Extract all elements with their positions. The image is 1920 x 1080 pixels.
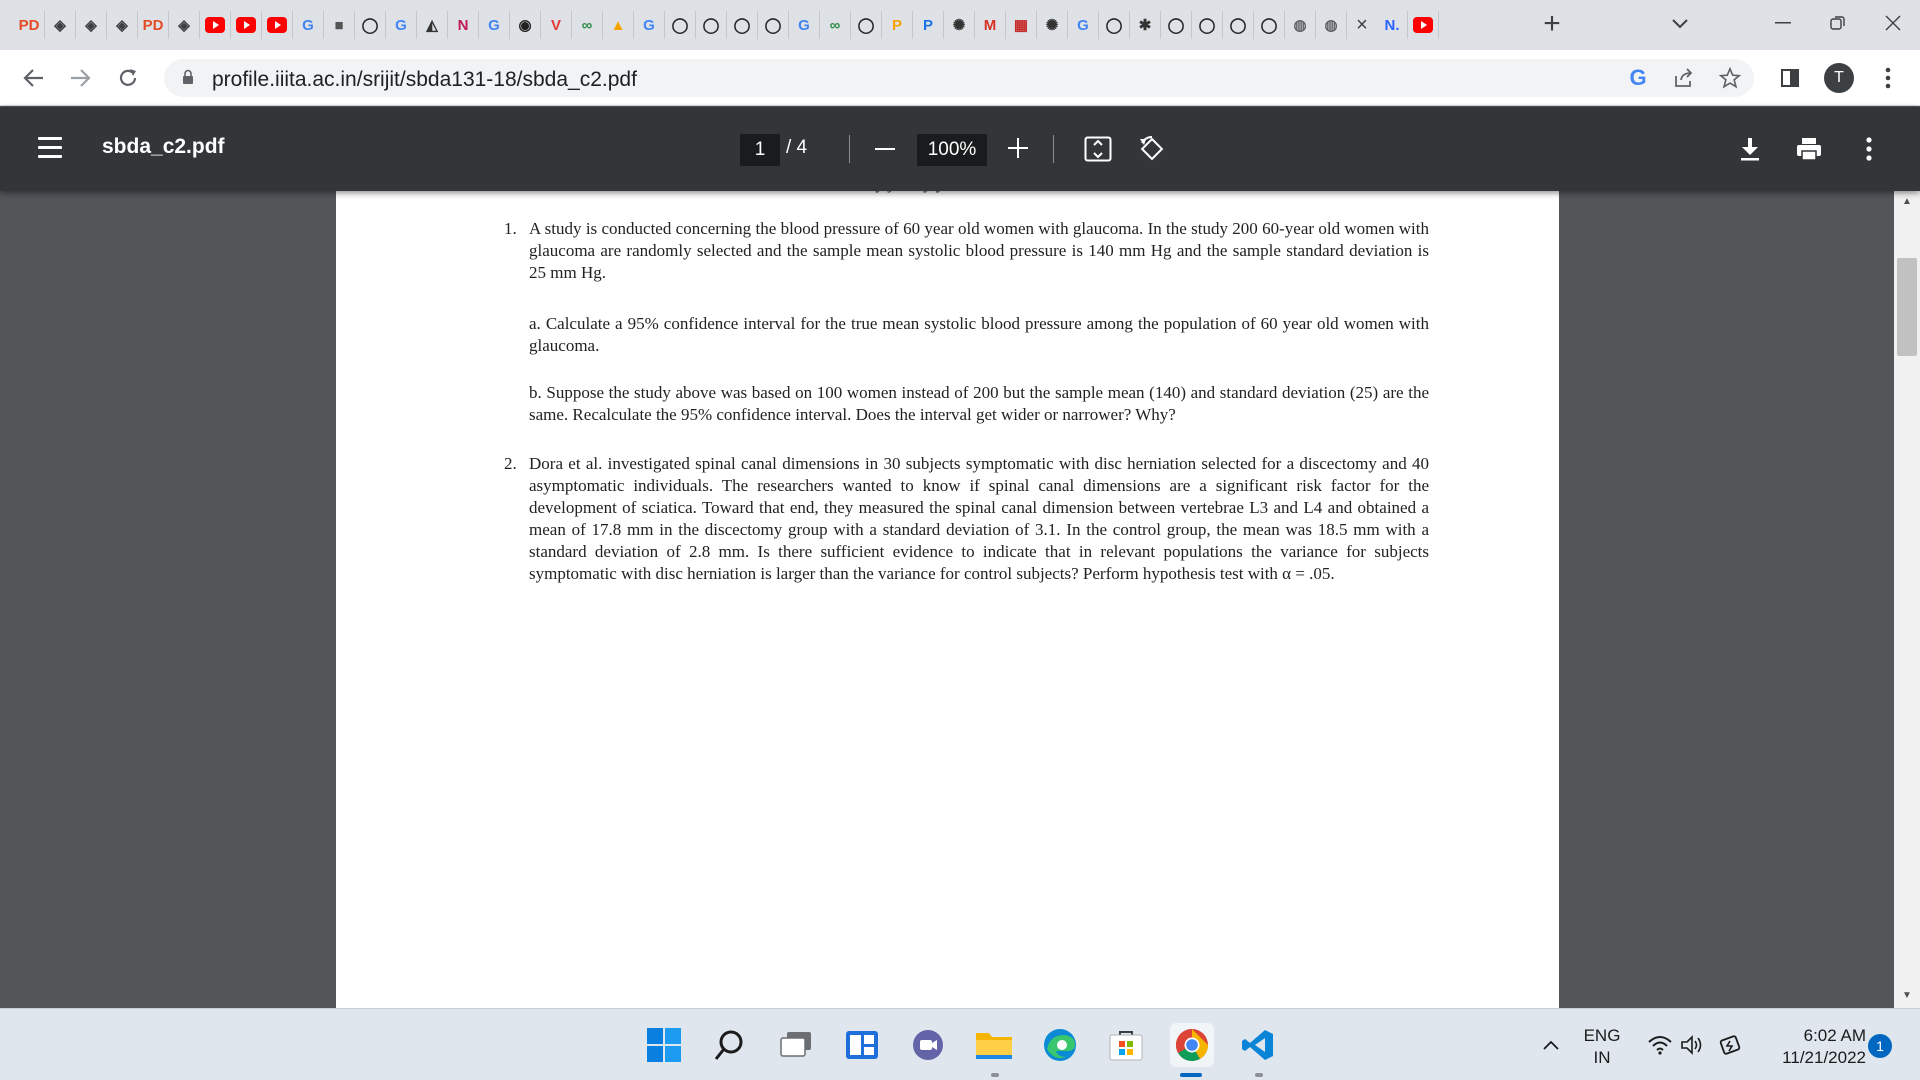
youtube-icon[interactable]	[200, 11, 231, 39]
chrome-taskbar-icon[interactable]	[1170, 1023, 1214, 1067]
pd-icon[interactable]: PD	[14, 11, 45, 39]
vscode-icon[interactable]	[1236, 1023, 1280, 1067]
more-options-icon[interactable]	[1851, 131, 1887, 167]
google-translate-icon[interactable]: G	[1629, 65, 1647, 90]
site-icon[interactable]: ▲	[603, 11, 634, 39]
site-icon[interactable]: ▦	[1006, 11, 1037, 39]
github-icon[interactable]: ◯	[1254, 11, 1285, 39]
question-1b-text: b. Suppose the study above was based on 100 women instead of 200 but the sample mean (140) and standard deviation (25) are the same. Recalculate the 95% confidence interval. Does the interval get wider or narrower? Why?	[529, 383, 1429, 424]
running-indicator	[1255, 1073, 1263, 1077]
microsoft-store-icon[interactable]	[1104, 1023, 1148, 1067]
scroll-up-arrow-icon[interactable]: ▲	[1902, 196, 1912, 207]
active-indicator	[1180, 1073, 1202, 1077]
pd-icon[interactable]: PD	[138, 11, 169, 39]
diamond-icon[interactable]: ◈	[76, 11, 107, 39]
rotate-icon[interactable]	[1134, 131, 1170, 167]
back-arrow-icon[interactable]	[18, 62, 50, 94]
question-2-text: Dora et al. investigated spinal canal dimensions in 30 subjects symptomatic with disc herniation selected for a discectomy and 40 asymptomatic individuals. The researchers wanted to know if spinal canal dimensions are a significant risk factor for the development of sciatica. Toward that end, they measured the spinal canal dimension between vertebrae L3 and L4 and obtained a mean of 17.8 mm in the discectomy group with a standard deviation of 3.1. In the control group, the mean was 18.5 mm with a standard deviation of 2.8 mm. Is there sufficient evidence to indicate that in relevant populations the variance for subjects symptomatic with disc herniation is larger than the variance for control subjects? Perform hypothesis test with α = .05.	[529, 454, 1429, 583]
show-hidden-icons-chevron-icon[interactable]	[1531, 1023, 1571, 1067]
diamond-icon[interactable]: ◈	[107, 11, 138, 39]
gfg-icon[interactable]: ∞	[820, 11, 851, 39]
tab-search-chevron-icon[interactable]	[1660, 8, 1700, 40]
site-icon[interactable]: ◭	[417, 11, 448, 39]
language-region: IN	[1593, 1048, 1611, 1067]
github-icon[interactable]: ◯	[851, 11, 882, 39]
share-icon[interactable]	[1668, 62, 1700, 94]
toolbar-divider	[1053, 135, 1054, 163]
file-explorer-icon[interactable]	[972, 1023, 1016, 1067]
youtube-icon	[236, 17, 256, 33]
teams-chat-icon[interactable]	[906, 1023, 950, 1067]
browser-toolbar	[0, 50, 1920, 106]
lock-icon[interactable]	[182, 69, 194, 85]
openai-icon[interactable]: ✺	[1037, 11, 1068, 39]
address-bar[interactable]	[164, 59, 1754, 97]
gfg-icon[interactable]: ∞	[572, 11, 603, 39]
taskbar	[0, 1008, 1920, 1080]
github-icon[interactable]: ◯	[758, 11, 789, 39]
globe-icon[interactable]: ◍	[1316, 11, 1347, 39]
youtube-icon[interactable]	[231, 11, 262, 39]
chrome-menu-icon[interactable]	[1872, 62, 1904, 94]
toolbar-divider	[849, 135, 850, 163]
edge-browser-icon[interactable]	[1038, 1023, 1082, 1067]
github-icon[interactable]: ◯	[1099, 11, 1130, 39]
wifi-icon[interactable]	[1642, 1023, 1678, 1067]
notion-icon[interactable]: N.	[1377, 11, 1408, 39]
battery-icon[interactable]	[1712, 1023, 1752, 1067]
zoom-out-button[interactable]	[870, 134, 900, 164]
page-total: / 4	[786, 137, 808, 158]
profile-avatar[interactable]: T	[1824, 63, 1854, 93]
globe-icon[interactable]: ◍	[1285, 11, 1316, 39]
pdf-toolbar	[0, 107, 1920, 191]
scrollbar-thumb[interactable]	[1897, 258, 1917, 356]
clock-date: 11/21/2022	[1782, 1048, 1866, 1067]
close-tab-icon[interactable]: ×	[1356, 13, 1368, 36]
notification-badge[interactable]: 1	[1868, 1034, 1892, 1058]
url-text[interactable]: profile.iiita.ac.in/srijit/sbda131-18/sbda_c2.pdf	[212, 68, 637, 91]
running-indicator	[991, 1073, 999, 1077]
google-icon[interactable]: G	[386, 11, 417, 39]
youtube-icon	[1413, 17, 1433, 33]
youtube-icon[interactable]	[1408, 11, 1439, 39]
tab-strip	[0, 0, 1920, 50]
task-view-icon[interactable]	[774, 1023, 818, 1067]
forward-arrow-icon[interactable]	[64, 62, 96, 94]
reload-icon[interactable]	[112, 62, 144, 94]
github-icon[interactable]: ◯	[1161, 11, 1192, 39]
side-panel-icon[interactable]	[1774, 62, 1806, 94]
question-1-text: A study is conducted concerning the blood pressure of 60 year old women with glaucoma. In the study 200 60-year old women with glaucoma are randomly selected and the sample mean systolic blood pressure is 140 mm Hg and the sample standard deviation is 25 mm Hg.	[529, 219, 1429, 282]
question-1a-text: a. Calculate a 95% confidence interval for the true mean systolic blood pressure among the population of 60 year old women with glaucoma.	[529, 314, 1429, 355]
widgets-icon[interactable]	[840, 1023, 884, 1067]
site-icon[interactable]: ◉	[510, 11, 541, 39]
youtube-icon	[267, 17, 287, 33]
windows-start-icon[interactable]	[642, 1023, 686, 1067]
google-icon[interactable]: G	[293, 11, 324, 39]
restore-icon[interactable]	[1810, 0, 1865, 45]
google-icon[interactable]: G	[1068, 11, 1099, 39]
question-1-number: 1.	[504, 219, 517, 238]
site-icon[interactable]: P	[882, 11, 913, 39]
site-icon[interactable]: N	[448, 11, 479, 39]
github-icon[interactable]: ◯	[696, 11, 727, 39]
diamond-icon[interactable]: ◈	[45, 11, 76, 39]
github-icon[interactable]: ◯	[665, 11, 696, 39]
site-icon[interactable]: ✱	[1130, 11, 1161, 39]
github-icon[interactable]: ◯	[727, 11, 758, 39]
download-icon[interactable]	[1732, 131, 1768, 167]
pdf-menu-icon[interactable]	[38, 137, 62, 159]
close-window-icon[interactable]	[1865, 0, 1920, 45]
pdf-viewer[interactable]	[0, 191, 1920, 1008]
clock[interactable]	[1750, 1025, 1866, 1069]
fit-to-page-icon[interactable]	[1080, 131, 1116, 167]
tab-list	[14, 11, 1439, 39]
pdf-title: sbda_c2.pdf	[102, 135, 225, 158]
question-2-number: 2.	[504, 454, 517, 473]
site-icon[interactable]: V	[541, 11, 572, 39]
zoom-level-input[interactable]: 100%	[917, 134, 987, 166]
youtube-icon	[205, 17, 225, 33]
gmail-icon[interactable]: M	[975, 11, 1006, 39]
pdf-page	[336, 161, 1559, 1061]
site-icon[interactable]: ■	[324, 11, 355, 39]
page-number-input[interactable]: 1	[740, 134, 780, 166]
site-icon[interactable]: P	[913, 11, 944, 39]
clock-time: 6:02 AM	[1803, 1026, 1866, 1045]
github-icon[interactable]: ◯	[1192, 11, 1223, 39]
volume-icon[interactable]	[1674, 1023, 1710, 1067]
search-icon[interactable]	[708, 1023, 752, 1067]
diamond-icon[interactable]: ◈	[169, 11, 200, 39]
print-icon[interactable]	[1791, 131, 1827, 167]
openai-icon[interactable]: ✺	[944, 11, 975, 39]
github-icon[interactable]: ◯	[1223, 11, 1254, 39]
language-code: ENG	[1583, 1026, 1621, 1045]
github-icon[interactable]: ◯	[355, 11, 386, 39]
bookmark-star-icon[interactable]	[1714, 62, 1746, 94]
zoom-in-button[interactable]	[1003, 132, 1033, 164]
youtube-icon[interactable]	[262, 11, 293, 39]
google-icon[interactable]: G	[479, 11, 510, 39]
scroll-down-arrow-icon[interactable]: ▼	[1902, 990, 1912, 1001]
minimize-icon[interactable]	[1755, 0, 1810, 45]
window-controls	[1755, 0, 1920, 45]
new-tab-button[interactable]: +	[1543, 7, 1561, 40]
language-indicator[interactable]	[1578, 1025, 1626, 1069]
google-icon[interactable]: G	[789, 11, 820, 39]
google-icon[interactable]: G	[634, 11, 665, 39]
